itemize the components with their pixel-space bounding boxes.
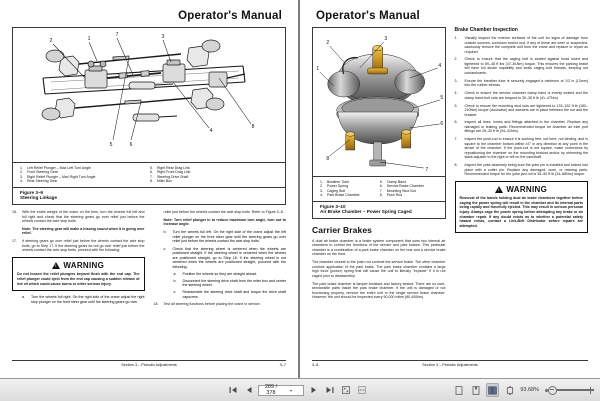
footer-section-label: Section 3 – Periodic Adjustments [422, 363, 478, 367]
pdf-page-right [300, 0, 600, 378]
steering-linkage-illustration [13, 28, 285, 162]
legend-item: 7. Mounting Stud Nut [379, 188, 416, 193]
substep-b: b. Disconnect the steering drive shaft from the miter box and center the steering wheel. [173, 278, 286, 288]
step-17a: a. Turn the wheels full right. On the right side of the crane adjust the right stop plunger on the front steer gear until the steering gears go over [22, 295, 145, 304]
callout-4: 4 [209, 128, 213, 134]
page-title-left: Operator's Manual [178, 10, 282, 22]
single-page-view-button[interactable] [452, 383, 465, 397]
left-column-1 [12, 210, 145, 310]
step-17: 17. If steering gears go over relief just before the wheels contact the axle stop bolts, go to Step 17. If the steering gears do not go over relief just before the wheels contact the axle stop bolts, proceed with the following: [12, 239, 145, 253]
two-page-view-icon [488, 386, 497, 395]
step-17c: c. Check that the steering wheel is centered when the wheels are positioned straight. If the steering wheel is centered when the wheels are positioned straight, go to Step 18. If the steering wheel is not centered when the wheels are positioned straight, proceed with the following: [163, 246, 286, 269]
note-relief-plunger: Note: Turn relief plunger in to reduce maximum turn angle, turn out to increase angle. [163, 217, 286, 227]
two-page-view-button[interactable] [486, 383, 499, 397]
note-hissing-sound: Note: The steering gear will make a hissing sound when it is going over relief. [22, 226, 145, 236]
legend-item: 5. Right Rear Drag Link [150, 166, 190, 170]
fit-width-icon [358, 386, 366, 394]
warning-header [17, 261, 140, 270]
single-page-view-icon [455, 386, 463, 395]
footer-rule [312, 360, 588, 361]
figure-3-10 [312, 27, 446, 219]
inspection-step: 2. Check to ensure that the caging bolt is seated against head insert and tightened to 89–46 ft lbs (47–61Nm) torque. This ensures the parking brake will have full stroke capability and seals caging bolt threads, keeping out contaminants. [454, 57, 588, 75]
last-page-button[interactable] [323, 383, 336, 397]
inspection-step: 5. Check to ensure the mounting stud nuts are tightened to 133–152 ft lb (180–210Nm) torque (clockwise) and washers are in place between the nut and the bracket. [454, 103, 588, 117]
footer-right [312, 363, 588, 367]
continued-text: relief just before the wheels contact the axle stop bolts. Refer to Figure 3–8. [163, 210, 284, 214]
last-page-icon [326, 386, 334, 394]
callout-5: 5 [109, 142, 113, 148]
previous-page-icon [245, 386, 253, 394]
warning-header [460, 185, 584, 194]
page-number-input[interactable] [258, 385, 304, 396]
warning-triangle-icon [495, 186, 503, 193]
fit-width-button[interactable] [355, 383, 368, 397]
inspection-step: 8. Inspect the yoke assembly being sure the yoke pin is installed and locked into place with a cotter pin. Replace any damaged, worn, or missing parts. Recommended torque for the yoke jam nut is 35–50 ft lb (34–68Nm) torque. [454, 163, 588, 177]
warning-box-dual-air-brake [455, 181, 589, 234]
callout-2: 2 [326, 40, 330, 46]
legend-item: 6. Service Brake Chamber [379, 184, 424, 189]
warning-body: Do not loosen the relief plungers beyond flush with the end cap. The relief plunger could eject from the end cap causing a sudden release of hot oil which could cause burns or other serious injury. [17, 272, 140, 286]
figure-3-10-caption [313, 201, 445, 218]
figure-3-10-legend [313, 176, 445, 201]
footer-page-number: 3–8 [312, 363, 319, 367]
inspection-step: 7. Inspect the push-rod to ensure it is working free, not bent, not binding, and is square to the chamber bottom within ±3° in any direction at any point in the stroke of the chamber. If the push-rod is not square, make corrections by repositioning the chamber on the mounting bracket and/or by shimming the slack adjuster to the right or left on the camshaft. [454, 137, 588, 160]
legend-item: 4. Rear Steering Gear [20, 179, 58, 184]
zoom-slider[interactable] [545, 386, 594, 395]
fit-page-button[interactable] [339, 383, 352, 397]
zoom-out-icon[interactable] [548, 386, 557, 395]
legend-column-right [150, 166, 280, 184]
warning-triangle-icon [52, 262, 60, 269]
callout-1: 1 [87, 36, 91, 42]
callout-4: 4 [438, 63, 442, 69]
left-page-columns [12, 210, 286, 310]
figure-3-9-legend [13, 162, 285, 187]
inspection-step: 4. Check to ensure the service chamber clamp band is evenly seated and the clamp band bolt nuts are torqued to 30–35 ft lb (41–47Nm). [454, 91, 588, 100]
pdf-page-left [0, 0, 298, 378]
footer-section-label: Section 3 – Periodic Adjustments [121, 363, 177, 367]
legend-item: 3. Caging Bolt [320, 188, 346, 193]
callout-7: 7 [425, 167, 429, 173]
previous-page-button[interactable] [242, 383, 255, 397]
callout-1: 1 [316, 66, 320, 72]
zoom-slider-track[interactable] [557, 389, 587, 391]
bookmark-button[interactable] [469, 383, 482, 397]
inspection-step: 6. Inspect all lines, hoses and fittings attached to the chamber. Replace any damaged or leaking parts. Recommended torque for chamber air inlet port fittings are 25–30 ft lb (34–41Nm). [454, 120, 588, 134]
step-16: 16. With the entire weight of the crane on the tires, turn the wheels full left and full right and check that the steering gears go over relief just before the wheels contact the axle stop bolts. [12, 210, 145, 223]
chevron-down-icon[interactable]: ▾ [289, 387, 292, 393]
callout-5: 5 [440, 95, 444, 101]
step-17b: b. Turn the wheels full left. On the right side of the crane adjust the left relief plunger on the front steer gear until the steering gears go over relief just before the wheels contact the axle stop bolts. [163, 230, 286, 244]
footer-left [12, 363, 286, 367]
zoom-level-label: 93.68% [520, 387, 539, 393]
bookmark-icon [472, 386, 480, 395]
warning-box-relief-plungers [12, 257, 145, 291]
footer-rule [12, 360, 286, 361]
footer-page-number: 3–7 [279, 363, 286, 367]
legend-item: 1. Breather Tube [320, 180, 350, 184]
brake-chamber-inspection-heading: Brake Chamber Inspection [454, 27, 518, 33]
inspection-step: 3. Ensure the breather tube is securely engaged a minimum of 1/2 in (13mm) into the rubber elbows. [454, 78, 588, 88]
legend-column-left [320, 180, 380, 198]
callout-8: 8 [326, 156, 330, 162]
step-18: 18. Test all steering functions before placing the crane in service. [153, 301, 261, 306]
carrier-brakes-p3: The park brake chamber is tamper-resistant and factory sealed. There are no user-serviceable parts inside the park brake chamber. If the unit is damaged or not functioning properly, remove the entire unit or the single service brake chamber. However, the unit should be inspected every 50,000 miles (80,400km). [312, 281, 446, 300]
substep-a: a. Position the wheels so they are straight ahead. [173, 271, 258, 276]
figure-number: Figure 3–10 [320, 203, 346, 209]
callout-8: 8 [251, 124, 255, 130]
legend-column-left [20, 166, 150, 184]
legend-item: 1. Left Relief Plunger – Max Left Turn Angle [20, 166, 91, 170]
figure-3-9-caption [13, 187, 285, 204]
warning-body: Removal of the bands holding dual air brake chambers together before caging the power spring will result in the chamber and its internal parts being rapidly and forcefully ejected. This may result in serious personal injury. Always cage the power spring before attempting any brake or air chamber repair. If any doubt exists as to whether a potential safety hazard exists, contact a Link-Belt Distributor before repairs are attempted. [459, 196, 583, 228]
right-column-1 [312, 27, 446, 303]
inspection-step: 1. Visually inspect the exterior surfaces of the unit for signs of damage from outside sources, corrosion and/or rust. If any of these are seen or suspected, cautiously remove the complete unit from the crane and replace or repair as required. [454, 36, 588, 54]
legend-item: 5. Clamp Band [379, 180, 407, 184]
page-number-value: 289 / 378 [264, 384, 278, 396]
legend-item: 6. Right Front Drag Link [150, 170, 191, 175]
fit-page-icon [342, 386, 350, 394]
steering-linkage-drawing [13, 28, 285, 162]
next-page-button[interactable] [307, 383, 320, 397]
left-column-2 [154, 210, 287, 310]
warning-label: WARNING [506, 184, 548, 194]
carrier-brakes-heading: Carrier Brakes [312, 224, 372, 235]
callout-6: 6 [440, 121, 444, 127]
legend-item: 2. Power Spring [320, 184, 349, 189]
warning-label: WARNING [63, 260, 105, 270]
figure-3-9 [12, 27, 286, 205]
page-title-right: Operator's Manual [316, 10, 420, 22]
toolbar-navigation-group[interactable] [226, 383, 368, 397]
continuous-scroll-button[interactable] [503, 383, 516, 397]
first-page-icon [229, 386, 237, 394]
legend-item: 3. Right Relief Plunger – Max Right Turn Angle [20, 174, 96, 179]
legend-item: 8. Miter Box [150, 179, 172, 184]
air-brake-chamber-illustration [313, 28, 445, 176]
substep-c: c. Reassemble the steering drive shaft and torque the drive shaft capscrew. [173, 290, 286, 299]
callout-6: 6 [129, 142, 133, 148]
legend-item: 8. Push Rod [379, 193, 403, 198]
figure-title: Steering Linkage [20, 195, 58, 201]
legend-column-right [380, 180, 440, 198]
figure-number: Figure 3–9 [20, 189, 43, 195]
figure-title: Air Brake Chamber – Power Spring Caged [320, 209, 412, 215]
continuous-scroll-icon [506, 386, 514, 395]
legend-item: 7. Steering Drive Shaft [150, 174, 189, 179]
right-page-columns [312, 27, 588, 303]
zoom-in-icon[interactable] [587, 387, 594, 394]
legend-item: 2. Front Steering Gear [20, 170, 58, 175]
pdf-toolbar[interactable] [0, 378, 600, 401]
first-page-button[interactable] [226, 383, 239, 397]
callout-7: 7 [115, 32, 119, 38]
carrier-brakes-p2: The chamber closest to the push rod controls the service brake. The other chamber controls application of the park brake. The park brake chamber contains a large high force (power) spring that will cause the unit to literally "explode" if it is not caged prior to disassembly. [312, 260, 446, 278]
callout-2: 2 [49, 38, 53, 44]
air-brake-chamber-drawing [313, 28, 445, 176]
toolbar-view-group[interactable] [368, 383, 600, 397]
callout-3: 3 [161, 34, 165, 40]
carrier-brakes-p1: A dual air brake chamber is a brake system component that uses two internal air chambers to control the functions of the service and park brakes. This particular chamber is a combination of a park brake chamber on the rear and a service brake chamber on the front. [312, 238, 446, 257]
callout-3: 3 [384, 36, 388, 42]
next-page-icon [310, 386, 318, 394]
right-column-2 [455, 27, 589, 303]
legend-item: 4. Park Brake Chamber [320, 193, 360, 198]
